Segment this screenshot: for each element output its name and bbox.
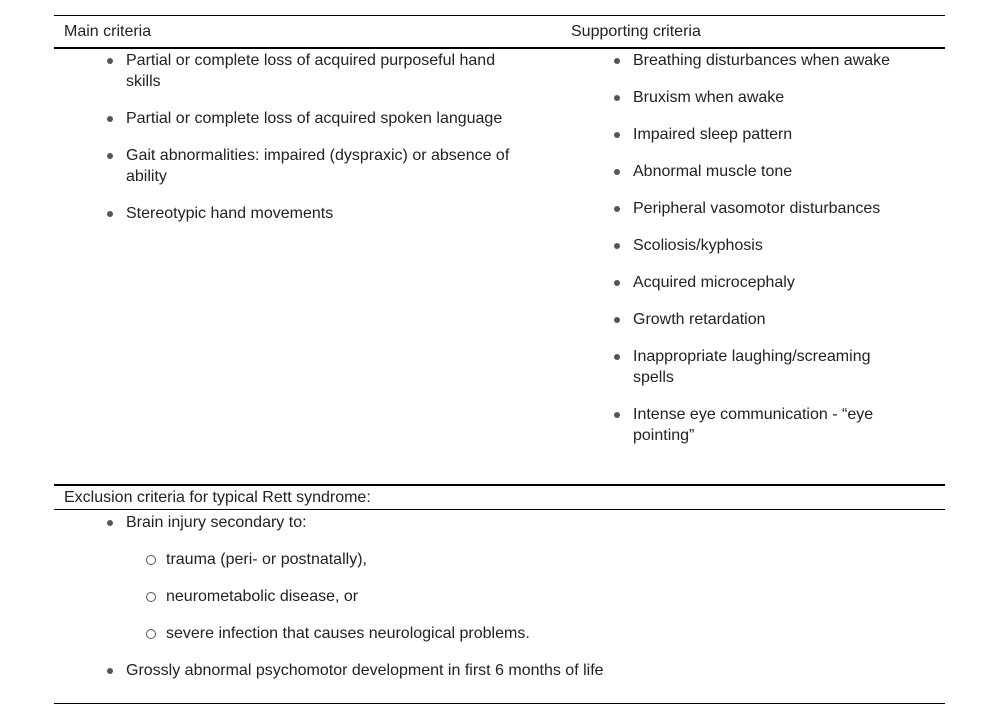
main-criterion: Stereotypic hand movements: [126, 203, 516, 224]
exclusion-subcriterion: severe infection that causes neurological problems.: [166, 623, 826, 644]
exclusion-criterion-text: Brain injury secondary to:: [126, 514, 307, 531]
exclusion-criterion: Grossly abnormal psychomotor development in first 6 months of life: [126, 660, 826, 681]
table-bottom-rule: [54, 703, 945, 704]
supporting-criterion: Growth retardation: [633, 309, 903, 330]
exclusion-title-rule: [54, 509, 945, 510]
supporting-criterion: Scoliosis/kyphosis: [633, 235, 903, 256]
supporting-criterion: Impaired sleep pattern: [633, 124, 903, 145]
main-criterion: Partial or complete loss of acquired purposeful hand skills: [126, 50, 516, 92]
supporting-criteria-header: Supporting criteria: [571, 23, 701, 40]
supporting-criterion: Intense eye communication - “eye pointing”: [633, 404, 903, 446]
supporting-criterion: Inappropriate laughing/screaming spells: [633, 346, 903, 388]
main-criterion: Partial or complete loss of acquired spoken language: [126, 108, 516, 129]
supporting-criterion: Bruxism when awake: [633, 87, 903, 108]
supporting-criterion: Acquired microcephaly: [633, 272, 903, 293]
supporting-criteria-list: [633, 50, 903, 462]
supporting-criterion: Breathing disturbances when awake: [633, 50, 903, 71]
exclusion-subcriterion: trauma (peri- or postnatally),: [166, 549, 826, 570]
exclusion-top-rule: [54, 484, 945, 486]
exclusion-criterion: [126, 512, 826, 644]
table-top-rule: [54, 15, 945, 16]
main-criterion: Gait abnormalities: impaired (dyspraxic) or absence of ability: [126, 145, 516, 187]
exclusion-sublist: [126, 549, 826, 644]
exclusion-subcriterion: neurometabolic disease, or: [166, 586, 826, 607]
exclusion-criteria-title: Exclusion criteria for typical Rett syndrome:: [64, 489, 371, 506]
header-bottom-rule: [54, 47, 945, 49]
main-criteria-list: [126, 50, 516, 240]
supporting-criterion: Peripheral vasomotor disturbances: [633, 198, 903, 219]
main-criteria-header: Main criteria: [64, 23, 152, 40]
supporting-criterion: Abnormal muscle tone: [633, 161, 903, 182]
exclusion-criteria-list: [126, 512, 826, 697]
